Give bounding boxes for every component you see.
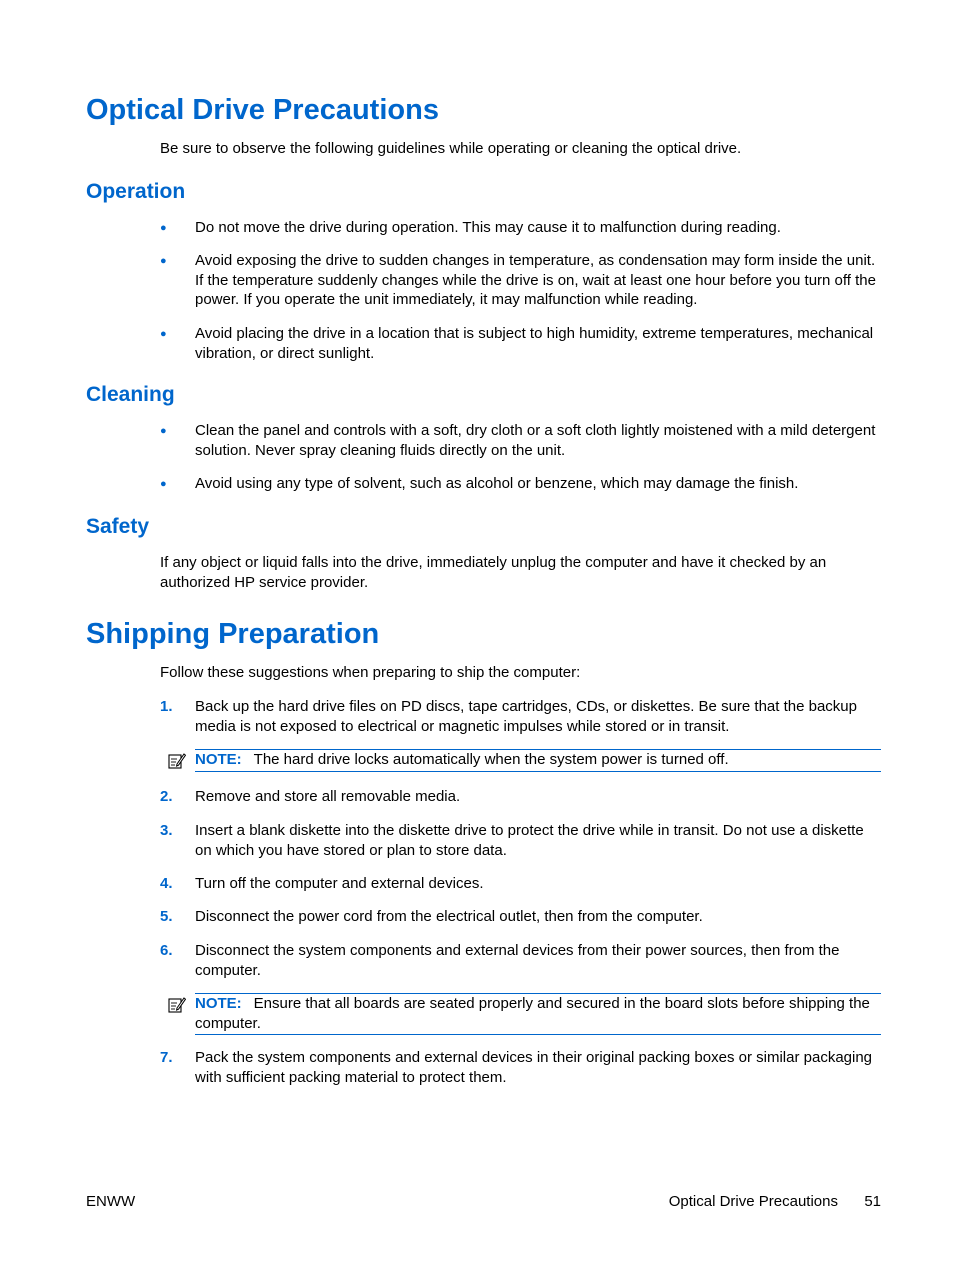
subsection-title-safety: Safety [86,515,150,538]
numbered-step [160,874,882,894]
list-item [160,474,882,494]
step-text: Back up the hard drive files on PD discs, tape cartridges, CDs, or diskettes. Be sure that the backup media is not exposed to electrical or magnetic impulses while stored or in transit. [195,698,857,735]
note-text: The hard drive locks automatically when the system power is turned off. [253,751,729,768]
shipping-intro-paragraph: Follow these suggestions when preparing to ship the computer: [160,664,581,681]
list-item-text: Avoid using any type of solvent, such as alcohol or benzene, which may damage the finish. [195,475,799,492]
subsection-title-operation: Operation [86,180,186,203]
safety-paragraph: If any object or liquid falls into the drive, immediately unplug the computer and have it checked by an authorized HP service provider. [160,554,827,591]
note-box [195,993,881,1035]
section-title-shipping-preparation: Shipping Preparation [86,618,380,650]
step-number: 7. [160,1049,173,1066]
step-text: Disconnect the power cord from the electrical outlet, then from the computer. [195,908,703,925]
list-item [160,251,882,310]
list-item-text: Avoid placing the drive in a location that is subject to high humidity, extreme temperatures, mechanical vibration, or direct sunlight. [195,325,874,362]
note-box [195,749,881,772]
page-number: 51 [864,1193,881,1210]
numbered-step [160,821,882,860]
step-text: Pack the system components and external devices in their original packing boxes or similar packaging with sufficient packing material to protect them. [195,1049,873,1086]
note-pencil-icon [168,996,186,1013]
numbered-step [160,1048,882,1087]
bullet-icon: ● [160,255,167,267]
note-pencil-icon [168,752,186,769]
step-number: 5. [160,908,173,925]
bullet-icon: ● [160,425,167,437]
numbered-step [160,941,882,980]
step-text: Disconnect the system components and external devices from their power sources, then from the computer. [195,942,840,979]
note-label: NOTE: [195,751,242,768]
step-text: Remove and store all removable media. [195,788,461,805]
section-title-optical-drive-precautions: Optical Drive Precautions [86,94,439,126]
note-text: Ensure that all boards are seated properly and secured in the board slots before shipping the computer. [195,995,870,1032]
footer-right [669,1192,881,1212]
step-number: 3. [160,822,173,839]
list-item-text: Avoid exposing the drive to sudden changes in temperature, as condensation may form inside the unit. If the temperature suddenly changes while the drive is on, wait at least one hour before you turn off the power. If you operate the unit immediately, it may malfunction while reading. [195,252,876,308]
step-number: 2. [160,788,173,805]
step-text: Turn off the computer and external devices. [195,875,484,892]
note-label: NOTE: [195,995,242,1012]
numbered-step [160,907,882,927]
bullet-icon: ● [160,328,167,340]
footer-section-title: Optical Drive Precautions [668,1193,838,1210]
step-number: 6. [160,942,173,959]
footer-left: ENWW [86,1193,136,1210]
step-number: 1. [160,698,173,715]
list-item-text: Do not move the drive during operation. This may cause it to malfunction during reading. [195,219,781,236]
numbered-step [160,697,882,736]
list-item [160,421,882,460]
list-item [160,218,882,238]
intro-paragraph: Be sure to observe the following guidelines while operating or cleaning the optical drive. [160,140,742,157]
list-item [160,324,882,363]
step-number: 4. [160,875,173,892]
bullet-icon: ● [160,478,167,490]
bullet-icon: ● [160,222,167,234]
list-item-text: Clean the panel and controls with a soft, dry cloth or a soft cloth lightly moistened with a mild detergent solution. Never spray cleaning fluids directly on the unit. [195,422,876,459]
subsection-title-cleaning: Cleaning [86,383,175,406]
numbered-step [160,787,882,807]
step-text: Insert a blank diskette into the diskette drive to protect the drive while in transit. Do not use a diskette on which you have stored or plan to store data. [195,822,864,859]
